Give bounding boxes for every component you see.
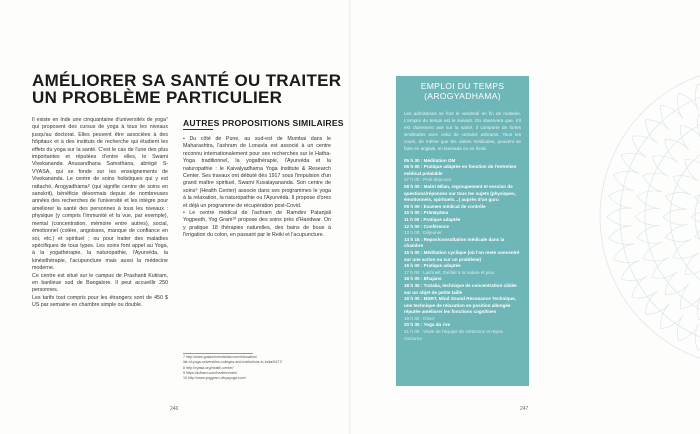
body-column-1 xyxy=(32,117,168,310)
schedule-item: 16 h 00 : Pratique adaptée xyxy=(404,263,461,269)
schedule-item: 12 h 00 : Conférence xyxy=(404,223,449,229)
schedule-item: 11 h 00 : Pratique adaptée xyxy=(404,216,461,222)
paragraph: Ce centre est situé sur le campus de Prashanti Kutiram, en banlieue sud de Bangalore. Il peut accueillir 250 personnes. xyxy=(32,272,168,294)
schedule-item: 21 h 00 : Visite de l'équipe de médecins et repos nocturne xyxy=(404,329,503,341)
paragraph: • Du côté de Pune, au sud-est de Mumbai dans le Maharashtra, l'ashram de Lonavla est associé à un centre reconnu internationalement pour ses recherches sur le Hatha-Yoga traditionnel, la yogathérapie, l'Ayurvéda et la naturopathie : le Kaivalyadhama Yoga Institute & Research Center. Ses travaux ont débuté dès 1917 sous l'impulsion d'un grand maître spirituel, Swami Kuvalayananda. Son centre de soins⁹ (Health Center) associe dans ses programmes le yoga à la relaxation, la naturopathie ou l'Ayurvéda. Il propose d'ores et déjà un programme de récupération post-Covid. xyxy=(183,136,331,209)
body-column-2 xyxy=(183,136,331,240)
footnote: 10 http://www.yoggram-divyayoga.com/ xyxy=(183,376,246,381)
schedule-item: 09 h 00 : Examen médical de contrôle xyxy=(404,203,486,209)
schedule-item: 19 h 30 : Dîner xyxy=(404,315,435,321)
footnote: 7 http://www.guiauniversitarias.com/education/ xyxy=(183,355,257,359)
title-line-1: AMÉLIORER SA SANTÉ OU TRAITER xyxy=(32,71,342,90)
footnote-divider xyxy=(183,353,253,354)
schedule-item: 18 h 00 : Bhajans xyxy=(404,276,442,282)
page-number-right: 247 xyxy=(520,406,529,412)
mandala-decoration xyxy=(560,0,700,434)
section-subheading: AUTRES PROPOSITIONS SIMILAIRES xyxy=(183,118,344,128)
paragraph: Les tarifs tout compris pour les étrangers sont de 450 $ US par semaine en chambre simple ou double. xyxy=(32,294,168,309)
schedule-list xyxy=(404,158,521,343)
schedule-item: 14 h 15 : Repos/consultation médicale dans la chambre xyxy=(404,236,505,249)
footnote: list-of-yoga-universities-colleges-and-institutions-in-india/9477/ xyxy=(183,360,283,365)
schedule-item: 08 h 00 : Maitri Milan, regroupement et session de questions/réponses sur tous les sujets (physiques, émotionnels, spirituels…) auprès d'un guru xyxy=(404,184,516,203)
paragraph: • Le centre médical de l'ashram de Ramdev Patanjali Yogpeeth, Yog Gram¹⁰ propose des soins près d'Haridwar. On y pratique 18 thérapies naturelles, des bains de boue à l'irrigation du colon, en passant par le Reiki et l'acupuncture. xyxy=(183,210,331,239)
paragraph: Il existe en Inde une cinquantaine d'universités de yoga⁷ qui proposent des cursus de yoga à tous les niveaux jusqu'au doctorat. Elles peuvent être associées à des hôpitaux et à des instituts de recherche qui étudient les effets du yoga sur la santé. C'est le cas de l'une des plus importantes et réputées d'entre elles, le Swami Vivekananda Anusandhana Samsthana, abrégé S-VYASA, qui se fonde sur les enseignements de Vivekananda. Le centre de soins holistiques qui y est rattaché, Arogyadhama⁸ (qui signifie centre de soins en sanskrit), bénéficie désormais depuis de nombreuses années des recherches de l'université et les intègre pour améliorer la santé des personnes à tous les niveaux : physique (y compris l'immunité et la vue, par exemple), mental (concentration, mémoire entre autres), social, émotionnel (colère, angoisses, manque de confiance en soi, etc.) et spirituel ; ou pour traiter des maladies spécifiques de tous types. Les soins font appel au Yoga, à la yogathérapie, la naturopathie, l'Ayurvéda, la kinésithérapie, l'acupuncture mais aussi la médecine moderne. xyxy=(32,117,168,272)
title-line-2: UN PROBLÈME PARTICULIER xyxy=(32,88,283,107)
schedule-item: 20 h 30 : Yoga du rire xyxy=(404,322,451,328)
schedule-item: 17 h 00 : Lait/malt, thé/lait à la nature et jeux xyxy=(404,269,495,275)
schedule-item: 13 h 00 : Déjeuner xyxy=(404,230,442,236)
schedule-box xyxy=(396,76,529,386)
page-title xyxy=(32,71,342,107)
schedule-item: 18 h 30 : Trataka, technique de concentration ciblée sur un objet de petite taille xyxy=(404,282,517,295)
schedule-intro: Les admissions se font le vendredi en fin de matinée. L'emploi du temps est le suivant. On observera que, s'il est clairement axé sur la santé, il comporte de fortes similitudes avec celui de certains ashrams. Tous les cours, de même que les visites médicales, peuvent se faire en anglais, en kannada ou en hindi. xyxy=(404,111,521,151)
schedule-item: 19 h 00 : MSRT, Mind Sound Resonance Technique, une technique de relaxation en position allongée réputée améliorer les fonctions cognitives xyxy=(404,296,516,315)
footnote: 8 http://vyasa.org/health-center/ xyxy=(183,365,234,370)
schedule-title xyxy=(396,82,529,101)
page-number-left: 246 xyxy=(170,406,179,412)
schedule-item: 05 h 30 : Méditation OM xyxy=(404,157,456,163)
schedule-title-line-1: EMPLOI DU TEMPS xyxy=(420,81,505,91)
subheading-underline xyxy=(183,129,213,130)
schedule-item: 07 h 00 : Petit déjeuner xyxy=(404,177,452,183)
footnote: 9 https://kdham.com/healthcenter/ xyxy=(183,370,238,375)
schedule-item: 10 h 00 : Prānāyāma xyxy=(404,210,449,216)
schedule-title-line-2: (AROGYADHAMA) xyxy=(424,90,501,101)
book-gutter xyxy=(349,0,351,434)
schedule-item: 06 h 00 : Pratique adaptée en fonction de l'entretien médical préalable xyxy=(404,164,517,176)
mandala-ornament-icon xyxy=(560,0,700,434)
footnotes xyxy=(183,355,333,381)
schedule-item: 15 h 00 : Méditation cyclique (où l'on reste concentré sur une action ou sur un problème) xyxy=(404,249,520,262)
